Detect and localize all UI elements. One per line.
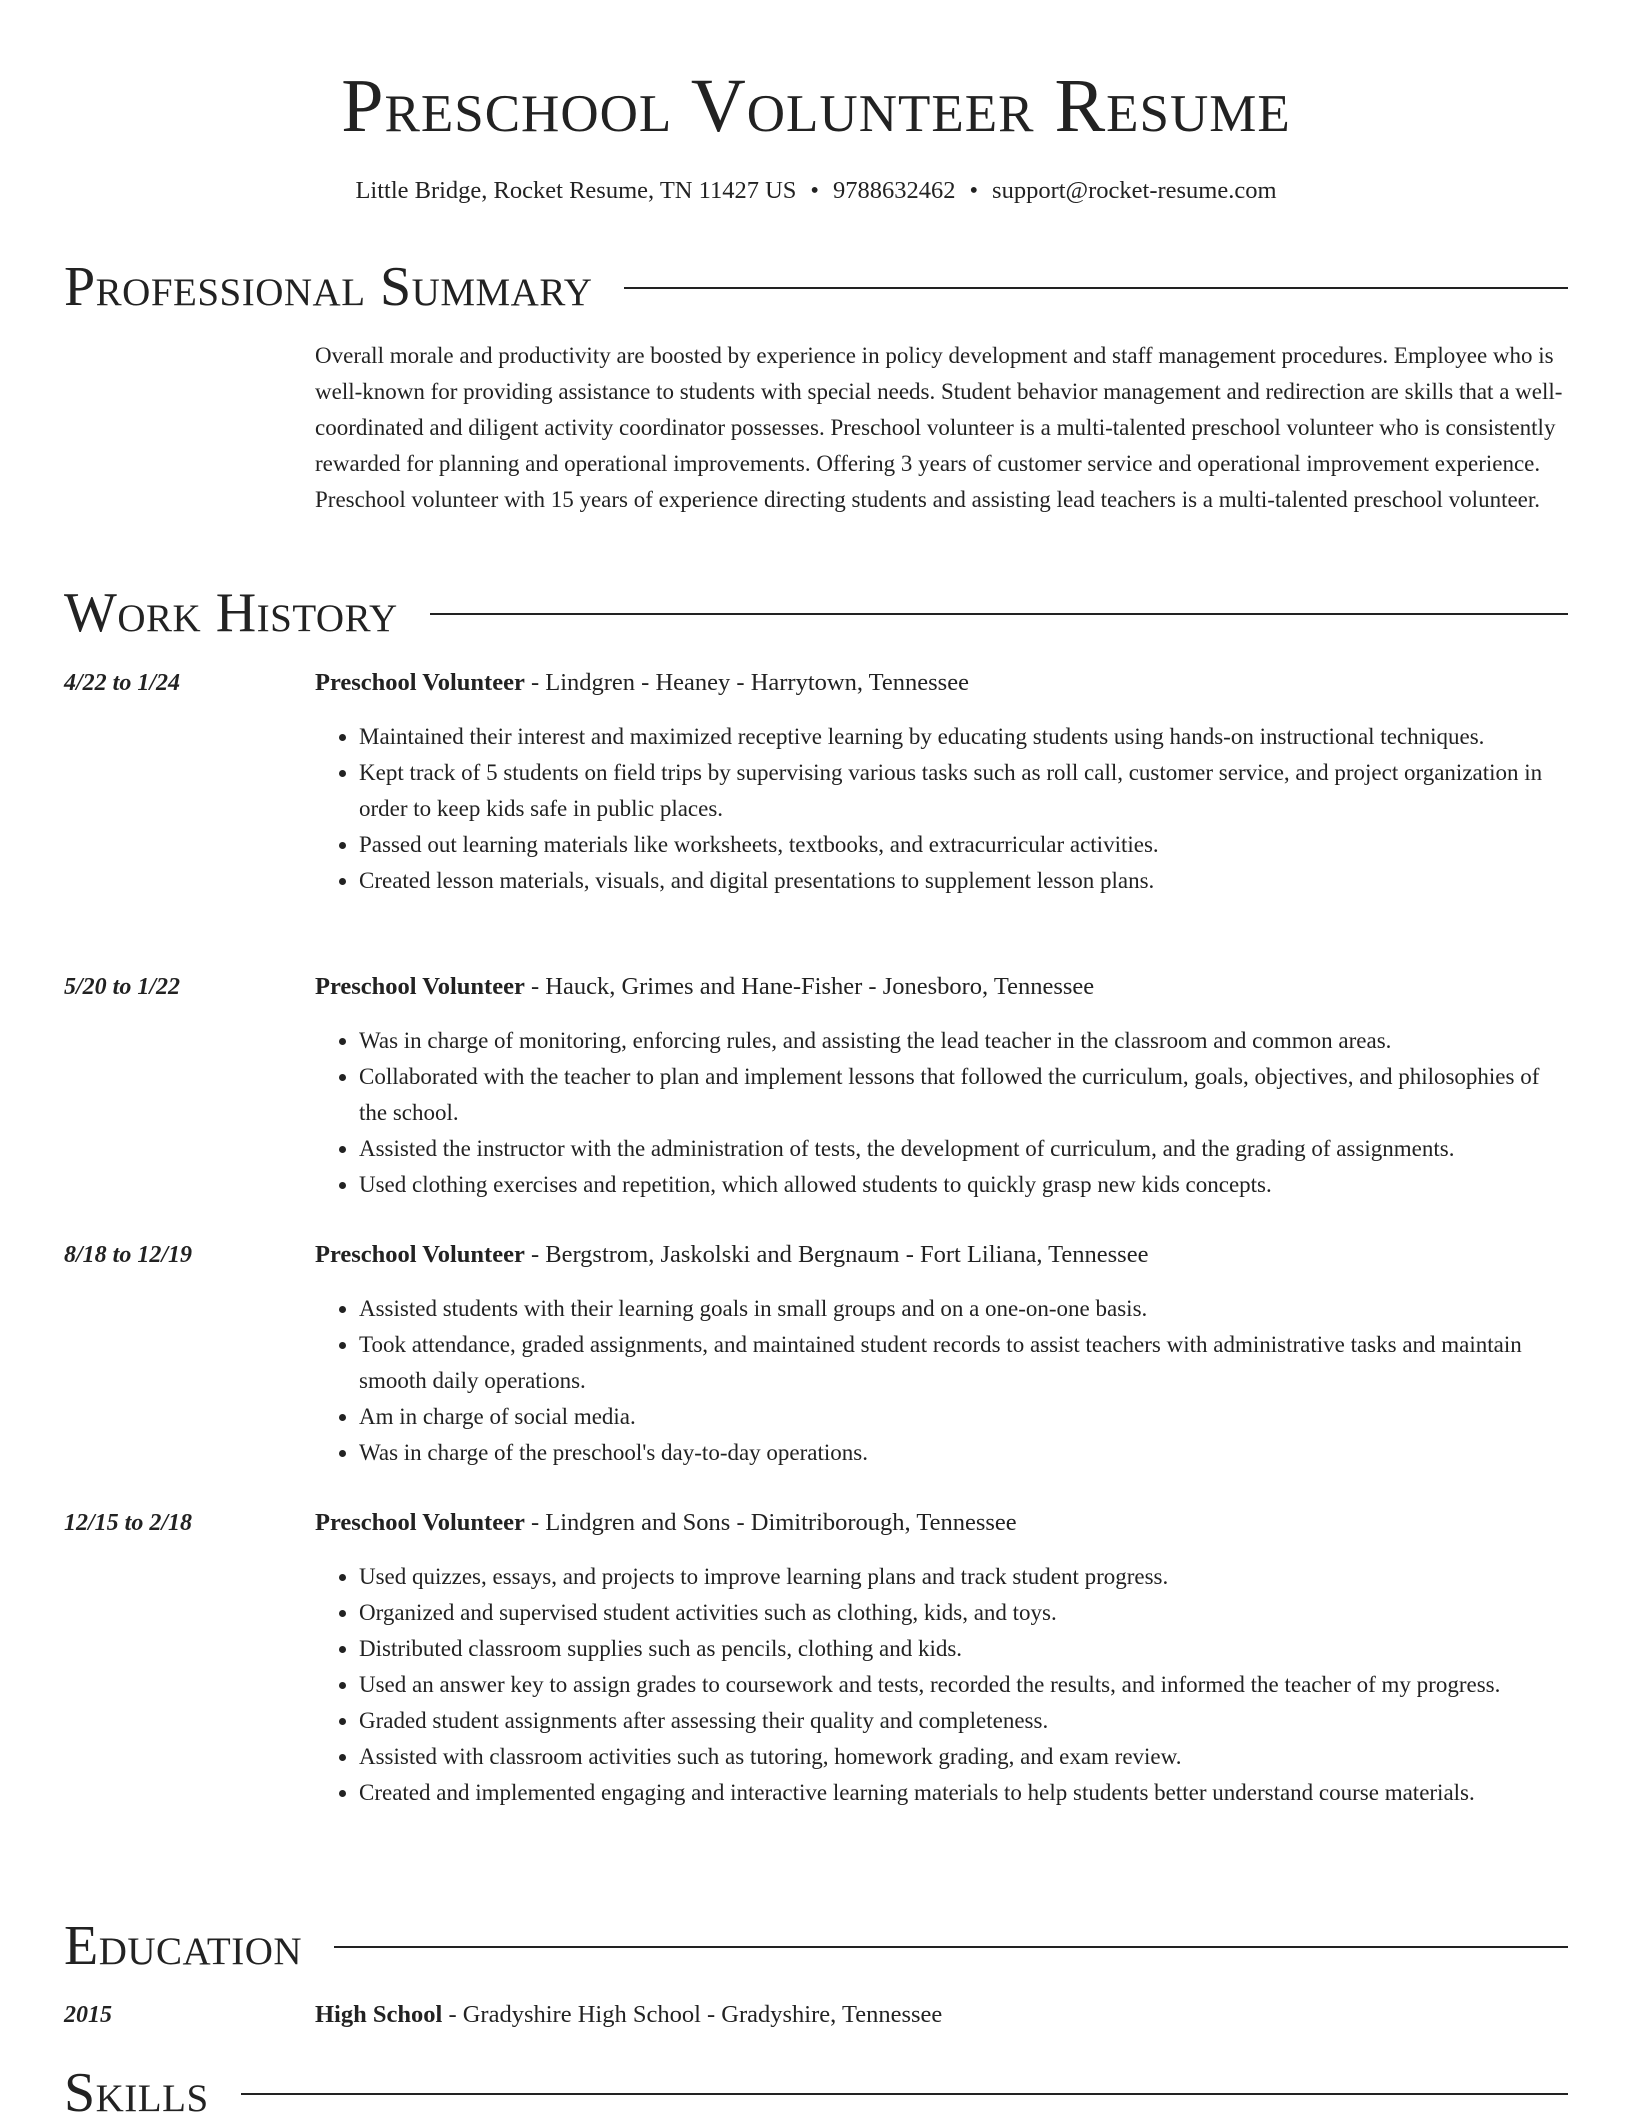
section-header-skills xyxy=(64,2058,1568,2128)
job-dates: 12/15 to 2/18 xyxy=(64,1510,193,1536)
job-title-line xyxy=(315,1505,1017,1541)
job-title-line xyxy=(315,969,1094,1005)
section-title-work-history: Work History xyxy=(64,582,398,644)
job-title-line xyxy=(315,1237,1148,1273)
summary-text: Overall morale and productivity are boosted by experience in policy development and staff management procedures. Employee who is well-known for providing assistance to students with special needs. Student behavior management and redirection are skills that a well-coordinated and diligent activity coordinator possesses. Preschool volunteer is a multi-talented preschool volunteer who is consistently rewarded for planning and operational improvements. Offering 3 years of customer service and operational improvement experience. Preschool volunteer with 15 years of experience directing students and assisting lead teachers is a multi-talented preschool volunteer. xyxy=(315,343,1563,512)
section-divider xyxy=(241,2093,1568,2095)
job-bullet: • Took attendance, graded assignments, and maintained student records to assist teachers with administrative tasks and maintain smooth daily operations. xyxy=(359,1327,1568,1399)
job-bullet: • Assisted students with their learning goals in small groups and on a one-on-one basis. xyxy=(359,1291,1568,1327)
section-title-skills: Skills xyxy=(64,2062,209,2124)
section-title-education: Education xyxy=(64,1915,303,1977)
job-dates: 8/18 to 12/19 xyxy=(64,1242,193,1268)
job-bullets xyxy=(315,1559,1568,1811)
job-bullet: • Used quizzes, essays, and projects to improve learning plans and track student progress. xyxy=(359,1559,1568,1595)
resume-title: Preschool Volunteer Resume xyxy=(341,64,1291,148)
job-bullet: • Created and implemented engaging and interactive learning materials to help students better understand course materials. xyxy=(359,1775,1568,1811)
job-employer: - Hauck, Grimes and Hane-Fisher - Jonesboro, Tennessee xyxy=(524,973,1095,1000)
job-bullets xyxy=(315,1023,1568,1203)
job-bullet: • Maintained their interest and maximized receptive learning by educating students using hands-on instructional techniques. xyxy=(359,719,1568,755)
job-bullet: • Used an answer key to assign grades to coursework and tests, recorded the results, and informed the teacher of my progress. xyxy=(359,1667,1568,1703)
section-title-summary: Professional Summary xyxy=(64,256,593,318)
job-bullets xyxy=(315,1291,1568,1471)
job-bullet: • Was in charge of the preschool's day-to-day operations. xyxy=(359,1435,1568,1471)
education-degree: High School xyxy=(315,2001,443,2028)
job-role: Preschool Volunteer xyxy=(315,1509,525,1536)
contact-email: support@rocket-resume.com xyxy=(992,177,1277,204)
job-dates: 4/22 to 1/24 xyxy=(64,670,181,696)
contact-phone: 9788632462 xyxy=(832,177,956,204)
job-bullet: • Used clothing exercises and repetition, which allowed students to quickly grasp new kids concepts. xyxy=(359,1167,1568,1203)
contact-separator: • xyxy=(810,177,819,204)
section-divider xyxy=(430,613,1568,615)
section-header-education xyxy=(64,1911,1568,1981)
job-role: Preschool Volunteer xyxy=(315,669,525,696)
job-title-line xyxy=(315,665,969,701)
job-bullet: • Am in charge of social media. xyxy=(359,1399,1568,1435)
job-employer: - Lindgren and Sons - Dimitriborough, Tennessee xyxy=(524,1509,1017,1536)
job-bullet: • Distributed classroom supplies such as pencils, clothing and kids. xyxy=(359,1631,1568,1667)
contact-line xyxy=(64,174,1568,208)
job-bullets xyxy=(315,719,1568,899)
section-header-summary xyxy=(64,252,1568,322)
job-role: Preschool Volunteer xyxy=(315,973,525,1000)
job-bullet: • Kept track of 5 students on field trips by supervising various tasks such as roll call, customer service, and project organization in order to keep kids safe in public places. xyxy=(359,755,1568,827)
contact-separator: • xyxy=(969,177,979,204)
job-bullet: • Assisted the instructor with the administration of tests, the development of curriculum, and the grading of assignments. xyxy=(359,1131,1568,1167)
job-bullet: • Organized and supervised student activities such as clothing, kids, and toys. xyxy=(359,1595,1568,1631)
section-header-work-history xyxy=(64,578,1568,648)
job-bullet: • Was in charge of monitoring, enforcing rules, and assisting the lead teacher in the classroom and common areas. xyxy=(359,1023,1568,1059)
job-employer: - Lindgren - Heaney - Harrytown, Tennessee xyxy=(524,669,969,696)
job-dates: 5/20 to 1/22 xyxy=(64,974,181,1000)
section-divider xyxy=(334,1946,1568,1948)
job-role: Preschool Volunteer xyxy=(315,1241,525,1268)
section-divider xyxy=(624,287,1568,289)
job-bullet: • Created lesson materials, visuals, and digital presentations to supplement lesson plans. xyxy=(359,863,1568,899)
education-school: - Gradyshire High School - Gradyshire, Tennessee xyxy=(442,2001,943,2028)
job-employer: - Bergstrom, Jaskolski and Bergnaum - Fort Liliana, Tennessee xyxy=(524,1241,1149,1268)
job-bullet: • Graded student assignments after assessing their quality and completeness. xyxy=(359,1703,1568,1739)
education-line xyxy=(315,1997,942,2033)
education-year: 2015 xyxy=(64,2002,112,2028)
job-bullet: • Collaborated with the teacher to plan and implement lessons that followed the curriculum, goals, objectives, and philosophies of the school. xyxy=(359,1059,1568,1131)
job-bullet: • Assisted with classroom activities such as tutoring, homework grading, and exam review. xyxy=(359,1739,1568,1775)
job-bullet: • Passed out learning materials like worksheets, textbooks, and extracurricular activities. xyxy=(359,827,1568,863)
contact-address: Little Bridge, Rocket Resume, TN 11427 US xyxy=(355,177,797,204)
